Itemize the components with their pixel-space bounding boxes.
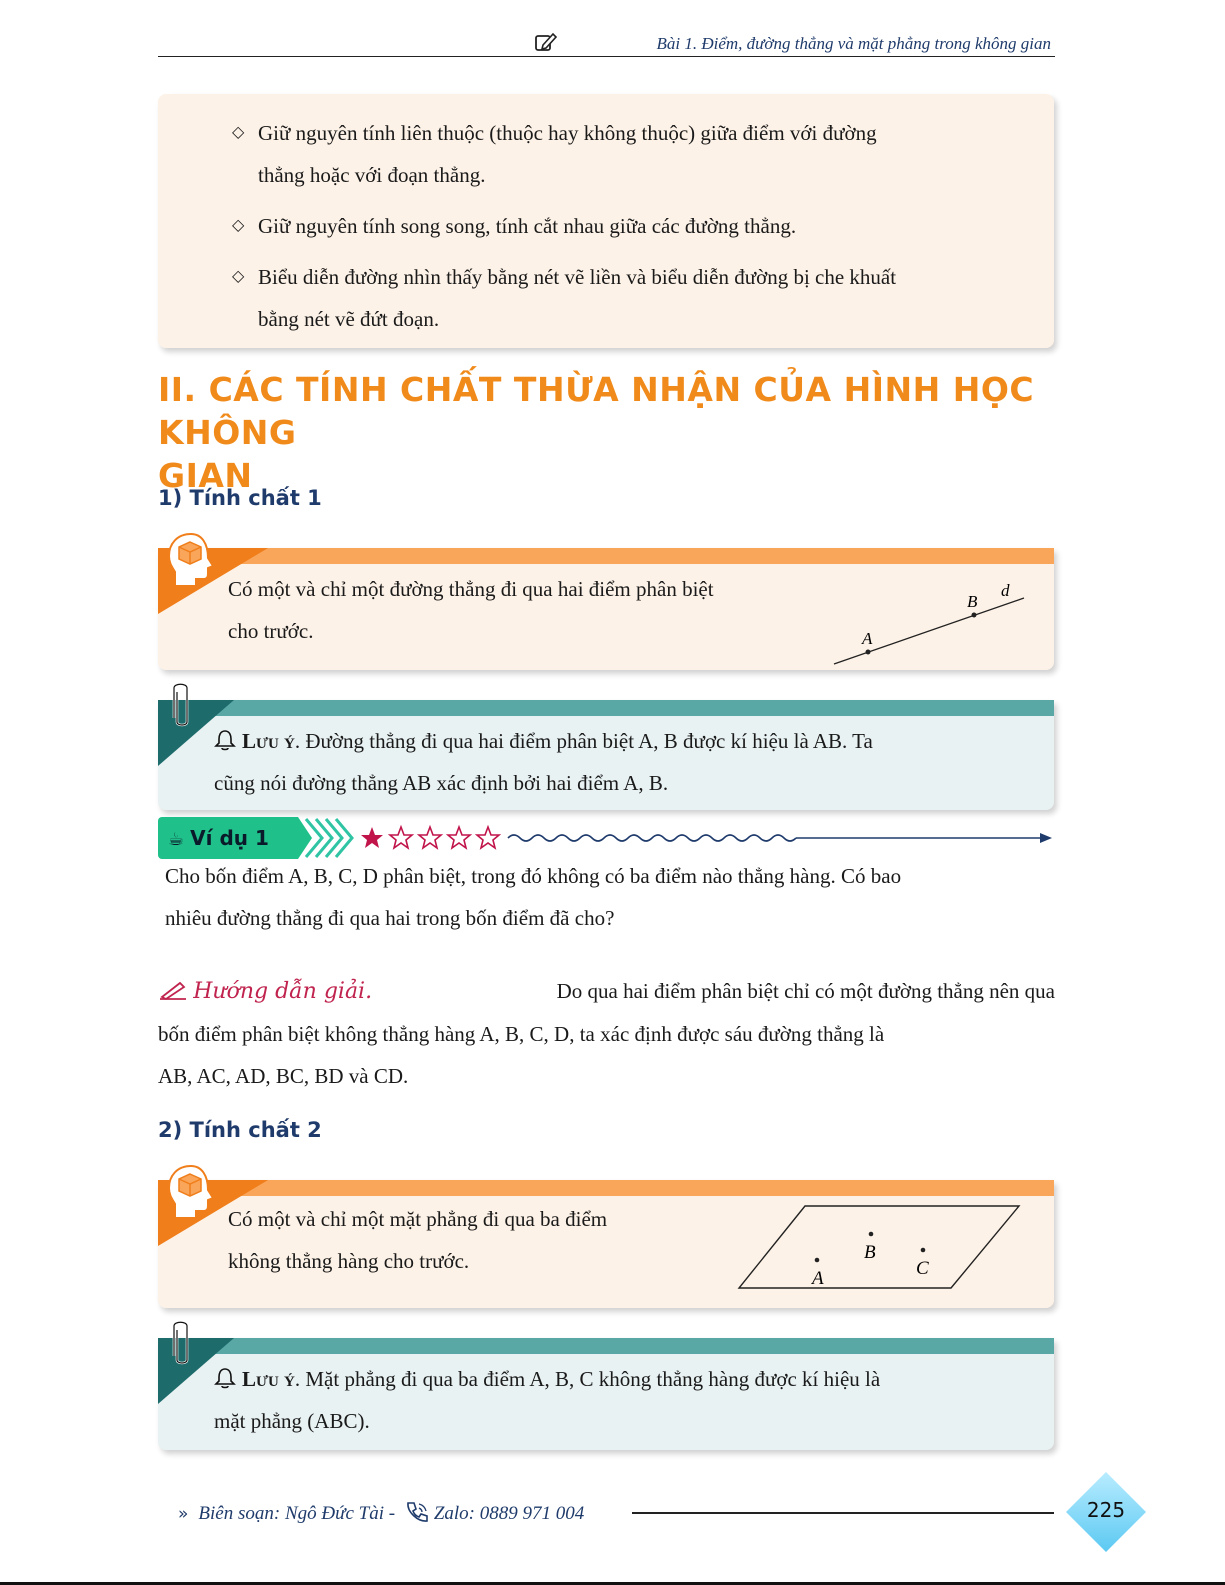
property-1-text	[228, 568, 714, 652]
footer-author: Biên soạn: Ngô Đức Tài -	[198, 1503, 396, 1524]
bell-icon	[214, 1367, 236, 1389]
intro-list-box	[158, 94, 1054, 348]
property-text-line: không thẳng hàng cho trước.	[228, 1249, 470, 1273]
section-title	[158, 368, 1118, 497]
property-text-line: Có một và chỉ một mặt phẳng đi qua ba điểm	[228, 1207, 608, 1231]
paperclip-icon	[170, 682, 194, 730]
list-item-line: Giữ nguyên tính song song, tính cắt nhau giữa các đường thẳng.	[258, 214, 797, 238]
box-top-bar	[158, 1338, 1054, 1354]
note-2-box	[158, 1338, 1054, 1450]
property-text-line: Có một và chỉ một đường thẳng đi qua hai điểm phân biệt	[228, 577, 714, 601]
solution-label-wrap	[158, 970, 372, 1013]
note-1-box	[158, 700, 1054, 810]
solution-1-text	[158, 970, 1055, 1097]
footer-zalo: Zalo: 0889 971 004	[433, 1503, 585, 1524]
list-item-line: bằng nét vẽ đứt đoạn.	[258, 307, 440, 331]
diamond-bullet-icon: ◇	[232, 217, 245, 234]
pen-writing-icon	[158, 979, 188, 1001]
figure-label-d: d	[1001, 581, 1010, 600]
figure-point-b	[972, 613, 977, 618]
property-2-heading: 2) Tính chất 2	[158, 1118, 322, 1142]
property-text-line: cho trước.	[228, 619, 314, 643]
figure-label-c: C	[916, 1258, 929, 1279]
property-2-box	[158, 1180, 1054, 1308]
note-2-text	[214, 1358, 1034, 1442]
head-cube-icon	[166, 1164, 216, 1220]
list-item	[232, 205, 1028, 247]
note-text-line: mặt phẳng (ABC).	[214, 1409, 370, 1433]
star-empty-icon	[477, 827, 499, 848]
diamond-bullet-icon: ◇	[232, 268, 245, 285]
note-text-line	[214, 720, 1034, 762]
example-1-text	[165, 855, 1048, 939]
property-1-box	[158, 548, 1054, 670]
footer-credit	[178, 1500, 584, 1525]
example-1-decoration	[298, 817, 1058, 859]
example-tag-label: Ví dụ 1	[190, 826, 269, 850]
phone-icon	[404, 1500, 430, 1524]
note-label: Lưu ý	[242, 729, 295, 753]
solution-text-line	[158, 970, 1055, 1013]
coffee-cup-icon: ☕	[168, 829, 185, 850]
edit-note-icon	[535, 32, 557, 52]
figure-point-a	[866, 650, 871, 655]
box-top-bar	[158, 548, 1054, 564]
list-item-line: Giữ nguyên tính liên thuộc (thuộc hay không thuộc) giữa điểm với đường	[258, 121, 877, 145]
section-title-line: II. CÁC TÍNH CHẤT THỪA NHẬN CỦA HÌNH HỌC KHÔNG	[158, 370, 1035, 452]
line-through-two-points-figure	[828, 578, 1038, 668]
header-title: Bài 1. Điểm, đường thẳng và mặt phẳng trong không gian	[656, 34, 1051, 53]
box-top-bar	[158, 1180, 1054, 1196]
solution-label: Hướng dẫn giải.	[193, 979, 373, 1004]
box-top-bar	[158, 700, 1054, 716]
paperclip-icon	[170, 1320, 194, 1368]
list-item-line: thẳng hoặc với đoạn thẳng.	[258, 163, 486, 187]
chevrons-icon	[306, 819, 352, 857]
example-text-line: nhiêu đường thẳng đi qua hai trong bốn điểm đã cho?	[165, 906, 615, 930]
figure-plane	[739, 1206, 1019, 1288]
example-1-tag	[158, 817, 298, 859]
plane-through-three-points-figure	[733, 1202, 1028, 1294]
note-text-line	[214, 1358, 1034, 1400]
difficulty-stars	[361, 827, 499, 848]
figure-point-b	[869, 1232, 874, 1237]
note-1-text	[214, 720, 1034, 804]
footer-rule	[632, 1512, 1054, 1514]
wavy-line	[508, 835, 796, 841]
note-text-line: cũng nói đường thẳng AB xác định bởi hai điểm A, B.	[214, 771, 669, 795]
list-item-line: Biểu diễn đường nhìn thấy bằng nét vẽ liền và biểu diễn đường bị che khuất	[258, 265, 897, 289]
figure-point-a	[815, 1258, 820, 1263]
note-text-content: . Đường thẳng đi qua hai điểm phân biệt A, B được kí hiệu là AB. Ta	[294, 729, 873, 753]
list-item	[232, 256, 1028, 340]
solution-text-line: bốn điểm phân biệt không thẳng hàng A, B, C, D, ta xác định được sáu đường thẳng là	[158, 1022, 885, 1046]
figure-label-a: A	[812, 1268, 824, 1289]
star-empty-icon	[419, 827, 441, 848]
solution-text-content: Do qua hai điểm phân biệt chỉ có một đường thẳng nên qua	[556, 979, 1055, 1003]
page-header	[158, 30, 1055, 57]
bell-icon	[214, 729, 236, 751]
figure-label-b: B	[864, 1242, 876, 1263]
note-label: Lưu ý	[242, 1367, 295, 1391]
list-item	[232, 112, 1028, 196]
star-empty-icon	[390, 827, 412, 848]
double-chevron-icon: »	[178, 1504, 189, 1524]
property-1-heading: 1) Tính chất 1	[158, 486, 322, 510]
diamond-bullet-icon: ◇	[232, 124, 245, 141]
head-cube-icon	[166, 532, 216, 588]
section-title-line: GIAN	[158, 456, 253, 495]
arrow-head-icon	[1040, 833, 1052, 843]
figure-point-c	[921, 1248, 926, 1253]
solution-text-line: AB, AC, AD, BC, BD và CD.	[158, 1064, 409, 1088]
figure-label-b: B	[967, 592, 978, 611]
property-2-text	[228, 1198, 607, 1282]
note-text-content: . Mặt phẳng đi qua ba điểm A, B, C không thẳng hàng được kí hiệu là	[294, 1367, 881, 1391]
example-text-line: Cho bốn điểm A, B, C, D phân biệt, trong đó không có ba điểm nào thẳng hàng. Có bao	[165, 864, 902, 888]
star-filled-icon	[361, 827, 383, 848]
star-empty-icon	[448, 827, 470, 848]
figure-label-a: A	[862, 629, 873, 648]
page-number: 225	[1086, 1498, 1126, 1522]
